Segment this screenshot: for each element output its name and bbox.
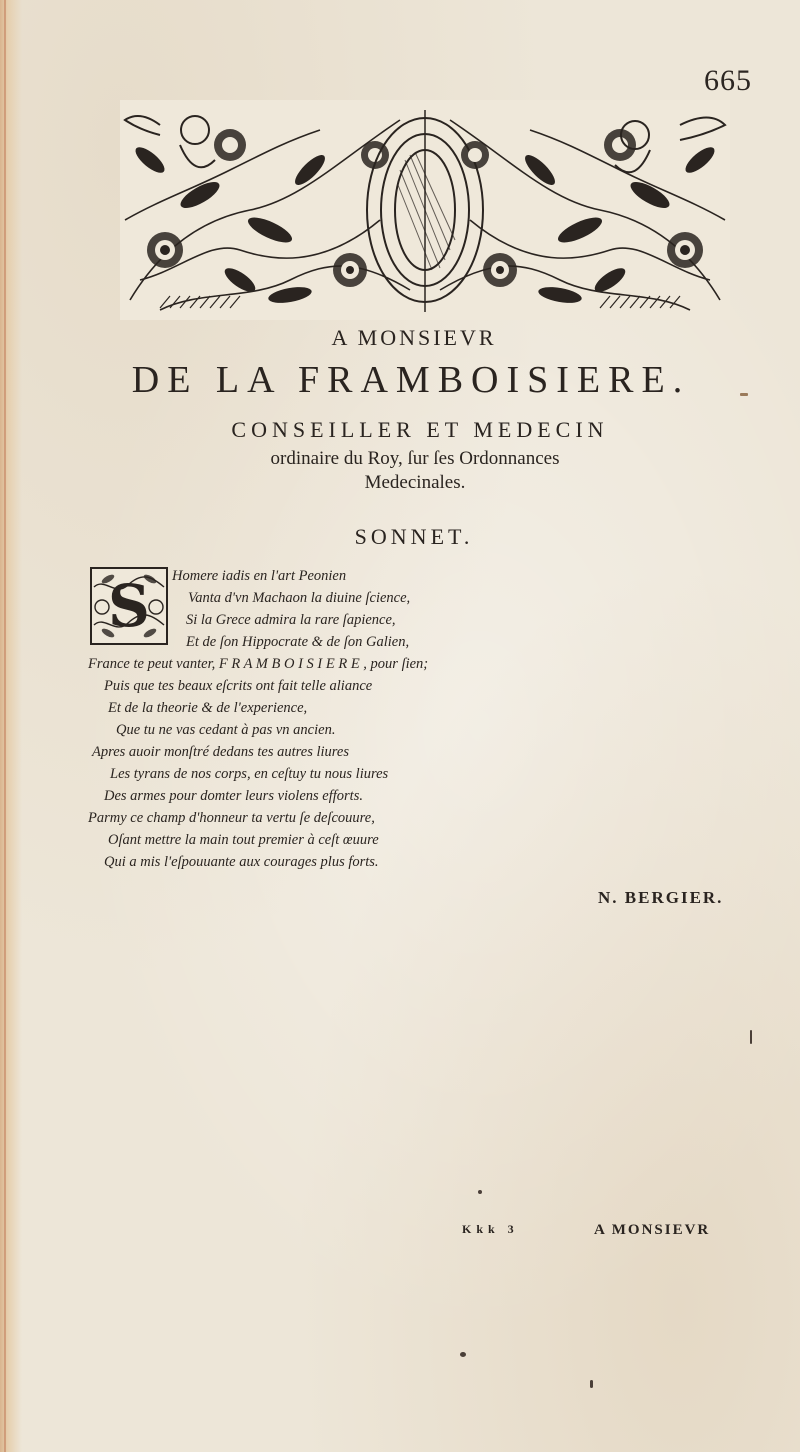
signature: N. BERGIER. xyxy=(598,888,724,907)
signature-mark: Kkk 3 xyxy=(462,1222,519,1236)
title-line-monsieur: A MONSIEVR xyxy=(331,325,497,350)
title-line-name: DE LA FRAMBOISIERE. xyxy=(131,359,691,401)
woodcut-headpiece-ornament-icon xyxy=(120,100,730,320)
sonnet-line: Qui a mis l'eſpouuante aux courages plus forts. xyxy=(104,854,379,870)
title-line-office: CONSEILLER ET MEDECIN xyxy=(231,417,609,442)
sonnet-line: Vanta d'vn Machaon la diuine ſcience, xyxy=(188,590,411,606)
ink-speck xyxy=(460,1352,466,1357)
sonnet-line: France te peut vanter, F R A M B O I S I E R E , pour ſien; xyxy=(88,656,429,672)
sonnet-line: Les tyrans de nos corps, en ceſtuy tu nous liures xyxy=(110,766,389,782)
catchword: A MONSIEVR xyxy=(594,1222,711,1238)
title-line-medecinales: Medecinales. xyxy=(364,472,466,493)
sonnet-line: Et de la theorie & de l'experience, xyxy=(108,700,308,716)
ink-speck xyxy=(478,1190,482,1194)
sonnet-line: Des armes pour domter leurs violens efforts. xyxy=(104,788,363,804)
sonnet-line: Si la Grece admira la rare ſapience, xyxy=(186,612,396,628)
sonnet-line: Puis que tes beaux eſcrits ont fait telle aliance xyxy=(104,678,373,694)
ink-speck xyxy=(750,1030,752,1044)
ink-speck xyxy=(740,393,748,396)
section-heading: SONNET. xyxy=(354,524,474,549)
sonnet-line: Homere iadis en l'art Peonien xyxy=(172,568,347,584)
gutter-stain xyxy=(4,0,6,1452)
drop-cap xyxy=(90,567,168,645)
sonnet-line: Et de ſon Hippocrate & de ſon Galien, xyxy=(186,634,410,650)
sonnet-line: Apres auoir monſtré dedans tes autres liures xyxy=(92,744,349,760)
ink-speck xyxy=(590,1380,593,1388)
sonnet-line: Parmy ce champ d'honneur ta vertu ſe deſcouure, xyxy=(88,810,375,826)
drop-cap-letter: S xyxy=(108,572,150,640)
title-line-ordinaire: ordinaire du Roy, ſur ſes Ordonnances xyxy=(270,448,560,469)
sonnet-line: Oſant mettre la main tout premier à ceſt œuure xyxy=(108,832,379,848)
page-number: 665 xyxy=(704,64,752,97)
sonnet-line: Que tu ne vas cedant à pas vn ancien. xyxy=(116,722,336,738)
